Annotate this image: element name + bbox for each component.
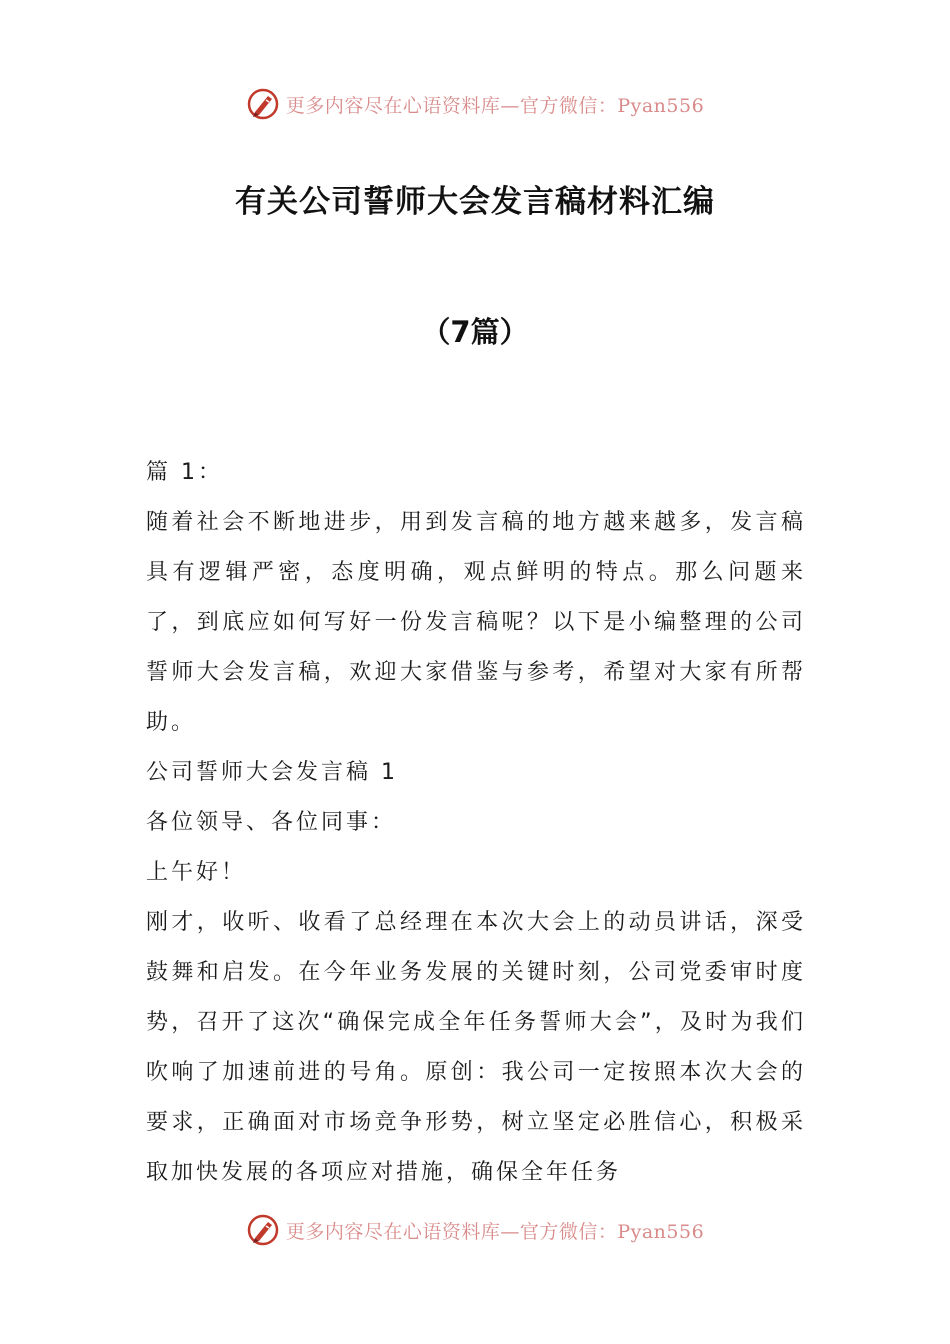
watermark-text: 更多内容尽在心语资料库—官方微信：Pyan556 bbox=[285, 1220, 705, 1243]
section-heading: 篇 1： bbox=[146, 460, 223, 485]
document-subtitle: （7篇） bbox=[421, 315, 529, 349]
body-paragraph: 刚才，收听、收看了总经理在本次大会上的动员讲话，深受鼓舞和启发。在今年业务发展的关键时刻，公司党委审时度势，召开了这次“确保完成全年任务誓师大会”，及时为我们吹响了加速前进的号角。原创：我公司一定按照本次大会的要求，正确面对市场竞争形势，树立坚定必胜信心，积极采取加快发展的各项应对措施，确保全年任务 bbox=[146, 910, 806, 1185]
speech-title: 公司誓师大会发言稿 1 bbox=[146, 760, 398, 785]
greeting: 上午好！ bbox=[146, 860, 247, 885]
watermark-text: 更多内容尽在心语资料库—官方微信：Pyan556 bbox=[285, 94, 705, 117]
intro-paragraph: 随着社会不断地进步，用到发言稿的地方越来越多，发言稿具有逻辑严密，态度明确，观点鲜明的特点。那么问题来了，到底应如何写好一份发言稿呢？以下是小编整理的公司誓师大会发言稿，欢迎大家借鉴与参考，希望对大家有所帮助。 bbox=[146, 510, 806, 735]
salutation: 各位领导、各位同事： bbox=[146, 810, 397, 835]
pen-logo-icon bbox=[246, 1213, 280, 1247]
watermark-banner-top bbox=[0, 84, 950, 124]
pen-logo-icon bbox=[246, 87, 280, 121]
document-body bbox=[146, 448, 806, 1198]
document-title: 有关公司誓师大会发言稿材料汇编 bbox=[235, 184, 715, 220]
watermark-banner-bottom bbox=[0, 1210, 950, 1250]
